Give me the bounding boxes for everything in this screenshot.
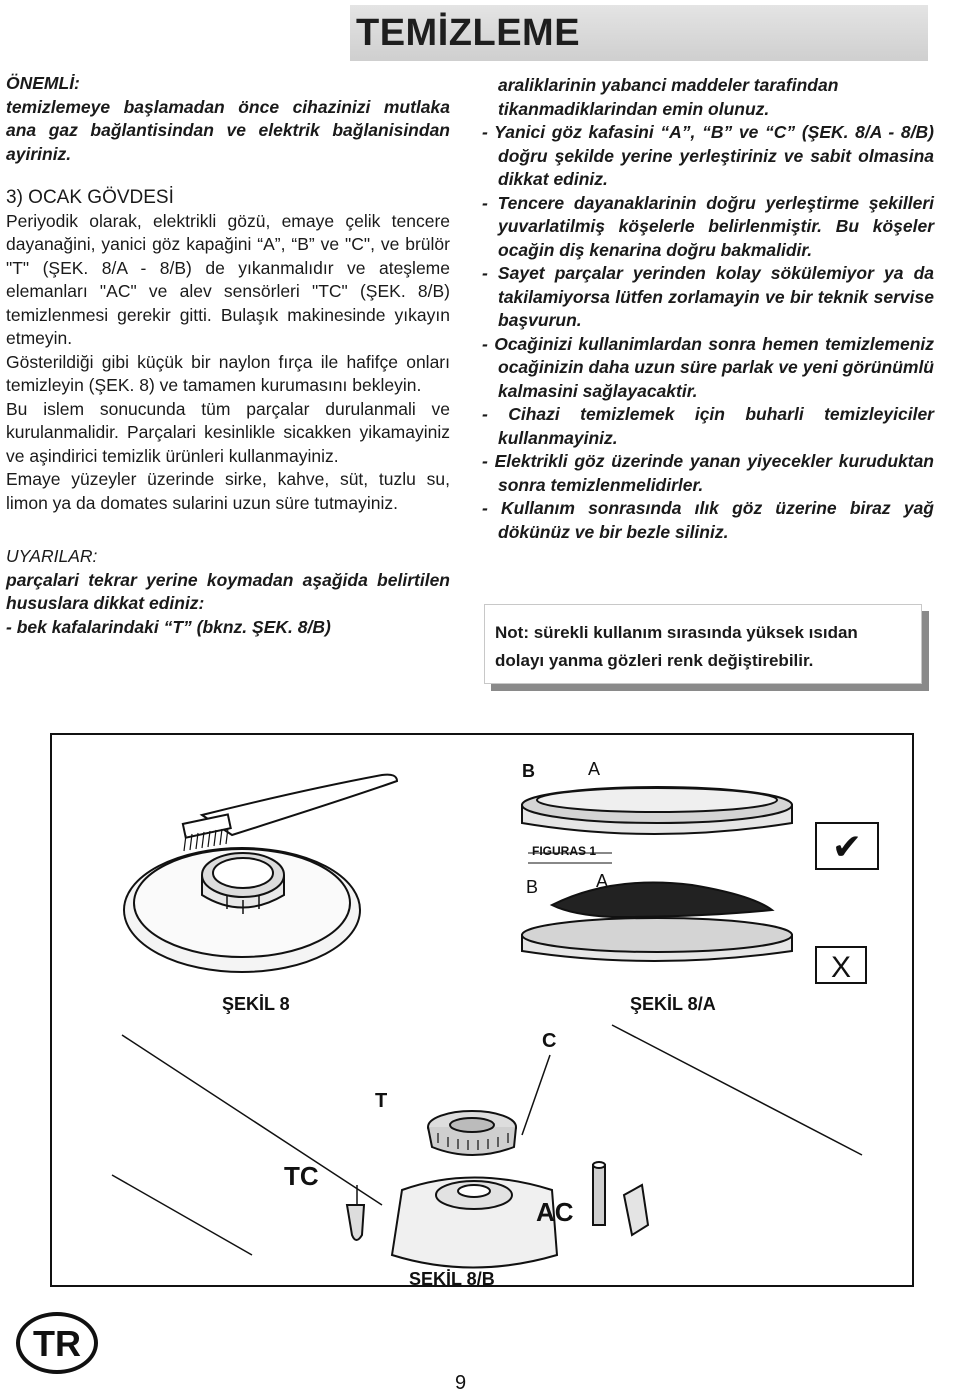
- warnings-text: parçalari tekrar yerine koymadan aşağida belirtilen hususlara dikkat ediniz:: [6, 569, 450, 613]
- label-a-second: A: [596, 871, 609, 891]
- paragraph-3: Bu islem sonucunda tüm parçalar durulanmali ve kurulanmalidir. Parçalari kesinlikle sicakken yikamayiniz ve aşindirici temizlik ürünleri kullanmayiniz.: [6, 398, 450, 466]
- warning-bullet: - Yanici göz kafasini “A”, “B” ve “C” (ŞEK. 8/A - 8/B) doğru şekilde yerine yerleştiriniz ve sabit olmasina dikkat ediniz.: [482, 122, 934, 189]
- left-column: [6, 72, 450, 639]
- label-ac: AC: [536, 1197, 574, 1227]
- important-title: ÖNEMLİ:: [6, 73, 80, 93]
- label-b: B: [522, 761, 535, 781]
- figure-frame: [50, 733, 914, 1287]
- figure-8a-label: ŞEKİL 8/A: [630, 994, 716, 1014]
- note-text: Not: sürekli kullanım sırasında yüksek ısıdan dolayı yanma gözleri renk değiştirebilir.: [495, 623, 858, 670]
- burner-exploded: [112, 1025, 862, 1268]
- paragraph-4: Emaye yüzeyler üzerinde sirke, kahve, süt, tuzlu su, limon ya da domates sularini uzun süre tutmayiniz.: [6, 469, 450, 513]
- warnings-continuation: araliklarinin yabanci maddeler tarafindan tikanmadiklarindan emin olunuz.: [498, 75, 839, 119]
- language-code: TR: [33, 1323, 81, 1364]
- section-title: 3) OCAK GÖVDESİ: [6, 187, 174, 208]
- important-text: temizlemeye başlamadan önce cihazinizi mutlaka ana gaz bağlantisindan ve elektrik bağlanisindan ayiriniz.: [6, 96, 450, 164]
- check-mark-icon: ✔: [831, 826, 863, 867]
- burner-cap-wrong: [522, 883, 792, 962]
- right-column: [482, 74, 934, 544]
- label-a: A: [588, 759, 601, 779]
- warnings-bullet-1: - bek kafalarindaki “T” (bknz. ŞEK. 8/B): [6, 616, 331, 637]
- language-badge: [16, 1312, 98, 1374]
- page-title: TEMİZLEME: [356, 12, 581, 54]
- cross-box: [816, 947, 866, 984]
- warning-bullet: - Kullanım sonrasında ılık göz üzerine biraz yağ dökünüz ve bir bezle siliniz.: [482, 498, 934, 542]
- warning-bullet: - Elektrikli göz üzerinde yanan yiyecekler kuruduktan sonra temizlenmelidirler.: [482, 451, 934, 495]
- warning-bullet: - Tencere dayanaklarinin doğru yerleştirme şekilleri yuvarlatilmiş köşelerle belirlenmiştir. Bu köşeler ocağin diş kenarina doğru bakmalidir.: [482, 192, 934, 260]
- warning-bullet: - Sayet parçalar yerinden kolay sökülemiyor ya da takilamiyorsa lütfen zorlamayin ve bir teknik servise başvurun.: [482, 263, 934, 330]
- label-b-second: B: [526, 877, 539, 897]
- burner-cap-correct: [522, 787, 792, 834]
- note-box: [484, 604, 922, 684]
- paragraph-1: Periyodik olarak, elektrikli gözü, emaye çelik tencere dayanağini, yanici göz kapağini “A”, “B” ve "C", ve brülör "T" (ŞEK. 8/A - 8/B) de yıkanmalıdır ve ateşleme elemanları "AC" ve alev sensörleri "TC" (ŞEK. 8/B) temizlenmesi gerekir gitti. Bulaşık makinesinde yıkayın etmeyin.: [6, 210, 450, 348]
- cleaning-illustration: [52, 735, 912, 1285]
- label-c: C: [542, 1030, 557, 1052]
- label-t: T: [375, 1090, 388, 1112]
- warning-bullet: - Ocağinizi kullanimlardan sonra hemen temizlemeniz ocağinizin daha uzun süre parlak ve yeni görünümlü kalmasini sağlayacaktir.: [482, 333, 934, 401]
- check-box: [816, 823, 878, 869]
- label-tc: TC: [284, 1161, 319, 1191]
- warnings-title: UYARILAR:: [6, 546, 98, 566]
- cross-mark-icon: X: [830, 951, 852, 984]
- figuras-label: FIGURAS 1: [532, 844, 597, 858]
- warning-bullet: - Cihazi temizlemek için buharli temizleyiciler kullanmayiniz.: [482, 404, 934, 448]
- page-number: 9: [455, 1372, 467, 1394]
- brush-illustration: [124, 775, 397, 972]
- figure-8-label: ŞEKİL 8: [222, 994, 290, 1014]
- paragraph-2: Gösterildiği gibi küçük bir naylon fırça ile hafifçe onları temizleyin (ŞEK. 8) ve tamamen kurumasını bekleyin.: [6, 351, 450, 395]
- figure-8b-label: ŞEKİL 8/B: [409, 1269, 495, 1285]
